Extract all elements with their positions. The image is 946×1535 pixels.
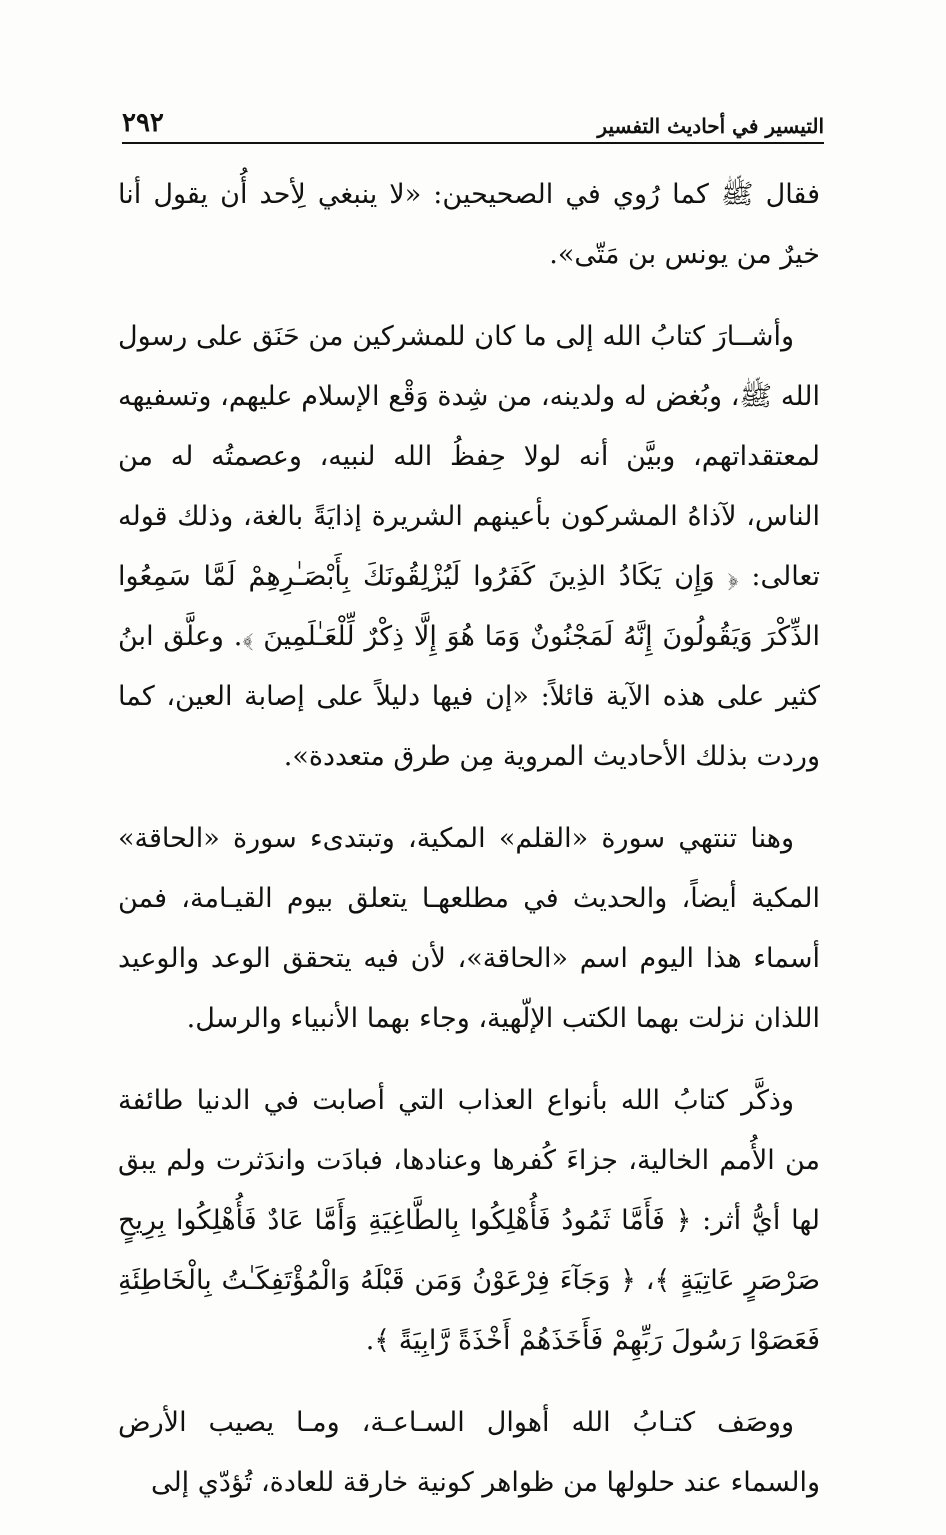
page-number: ٢٩٢ <box>122 108 164 138</box>
paragraph-2: وأشــارَ كتابُ الله إلى ما كان للمشركين من حَنَق على رسول الله ﷺ، وبُغض له ولدينه، من شِدة وَقْع الإسلام عليهم، وتسفيهه لمعتقداتهم، وبيَّن أنه لولا حِفظُ الله لنبيه، وعصمتُه له من الناس، لآذاهُ المشركون بأعينهم الشريرة إذايَةً بالغة، وذلك قوله تعالى: ﴿ وَإِن يَكَادُ الذِينَ كَفَرُوا لَيُزْلِقُونَكَ بِأَبْصَـٰرِهِمْ لَمَّا سَمِعُوا الذِّكْرَ وَيَقُولُونَ إِنَّهُ لَمَجْنُونٌ وَمَا هُوَ إِلَّا ذِكْرٌ لِّلْعَـٰلَمِينَ ﴾. وعلَّق ابنُ كثير على هذه الآية قائلاً: «إن فيها دليلاً على إصابة العين، كما وردت بذلك الأحاديث المروية مِن طرق متعددة». <box>118 321 820 772</box>
page-body <box>118 165 820 1535</box>
paragraph-1: فقال ﷺ كما رُوي في الصحيحين: «لا ينبغي لِأحد أُن يقول أنا خيرٌ من يونس بن مَتّى». <box>118 179 820 270</box>
paragraph-4: وذكَّر كتابُ الله بأنواع العذاب التي أصابت في الدنيا طائفة من الأُمم الخالية، جزاءَ كُفرها وعنادها، فبادَت واندَثرت ولم يبق لها أيُّ أثر: ﴿ فَأَمَّا ثَمُودُ فَأُهْلِكُوا بِالطَّاغِيَةِ وَأَمَّا عَادٌ فَأُهْلِكُوا بِرِيحٍ صَرْصَرٍ عَاتِيَةٍ ﴾، ﴿ وَجَآءَ فِرْعَوْنُ وَمَن قَبْلَهُ وَالْمُؤْتَفِكَـٰتُ بِالْخَاطِئَةِ فَعَصَوْا رَسُولَ رَبِّهِمْ فَأَخَذَهُمْ أَخْذَةً رَّابِيَةً ﴾. <box>118 1085 820 1356</box>
running-title: التيسير في أحاديث التفسير <box>597 114 824 138</box>
page-header <box>122 98 824 144</box>
paragraph-3: وهنا تنتهي سورة «القلم» المكية، وتبتدىء سورة «الحاقة» المكية أيضاً، والحديث في مطلعهـا يتعلق بيوم القيـامة، فمن أسماء هذا اليوم اسم «الحاقة»، لأن فيه يتحقق الوعد والوعيد اللذان نزلت بهما الكتب الإلّهية، وجاء بهما الأنبياء والرسل. <box>118 823 820 1034</box>
paragraph-5: ووصَف كتـابُ الله أهوال السـاعـة، ومـا يصيب الأرض والسماء عند حلولها من ظواهر كونية خارقة للعادة، تُؤدّي إلى <box>118 1407 820 1498</box>
